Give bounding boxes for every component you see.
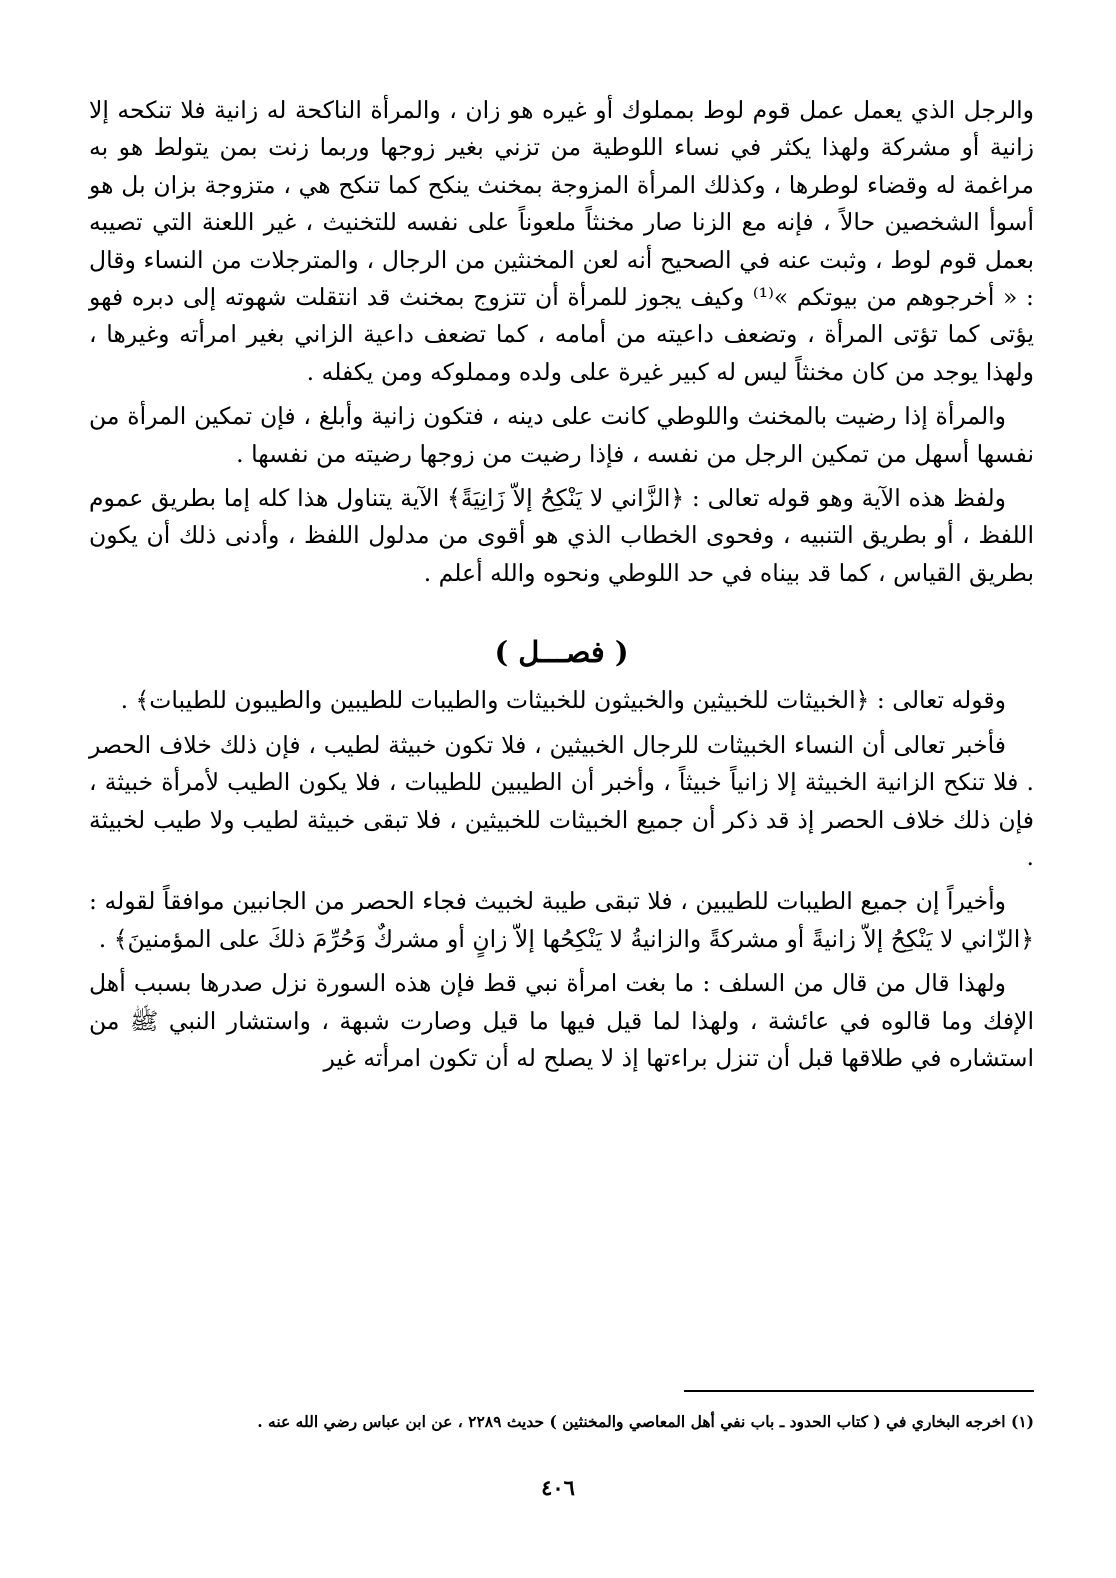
paragraph-4: وقوله تعالى : ﴿الخبيثات للخبيثين والخبيثون للخبيثات والطيبات للطيبين والطيبون للطيبات﴾ . xyxy=(120,686,1006,715)
paragraph-6: وأخيراً إن جميع الطيبات للطيبين ، فلا تبقى طيبة لخبيث فجاء الحصر من الجانبين موافقاً لقوله : ﴿الزّاني لا يَنْكِحُ إلاّ زانيةً أو مشركةً والزانيةُ لا يَنْكِحُها إلاّ زانٍ أو مشركٌ وَحُرِّمَ ذلكَ على المؤمنينَ﴾ . xyxy=(89,887,1034,953)
section-heading: ( فصـــل ) xyxy=(494,635,629,670)
footnote: (١) اخرجه البخاري في ( كتاب الحدود ـ باب نفي أهل المعاصي والمخنثين ) حديث ٢٢٨٩ ، عن ابن عباس رضي الله عنه . xyxy=(257,1412,1034,1431)
paragraph-3: ولفظ هذه الآية وهو قوله تعالى : ﴿الزَّاني لا يَنْكِحُ إلاّ زَانِيَةً﴾ الآية يتناول هذا كله إما بطريق عموم اللفظ ، أو بطريق التنبيه ، وفحوى الخطاب الذي هو أقوى من مدلول اللفظ ، وأدنى ذلك أن يكون بطريق القياس ، كما قد بيناه في حد اللوطي ونحوه والله أعلم . xyxy=(89,484,1034,587)
paragraph-5: فأخبر تعالى أن النساء الخبيثات للرجال الخبيثين ، فلا تكون خبيثة لطيب ، فإن ذلك خلاف الحصر . فلا تنكح الزانية الخبيثة إلا زانياً خبيثاً ، وأخبر أن الطيبين للطيبات ، فلا يكون الطيب لأمرأة خبيثة ، فإن ذلك خلاف الحصر إذ قد ذكر أن جميع الخبيثات للخبيثين ، فلا تبقى خبيثة لطيب ولا طيب لخبيثة . xyxy=(89,730,1034,871)
footnote-divider xyxy=(684,1390,1034,1392)
paragraph-1: والرجل الذي يعمل عمل قوم لوط بمملوك أو غيره هو زان ، والمرأة الناكحة له زانية فلا تنكحه إلا زانية أو مشركة ولهذا يكثر في نساء اللوطية من تزني بغير زوجها وربما زنت بمن يتولط هو به مراغمة له وقضاء لوطرها ، وكذلك المرأة المزوجة بمخنث ينكح كما تنكح هي ، متزوجة بزان بل هو أسوأ الشخصين حالاً ، فإنه مع الزنا صار مخنثاً ملعوناً على نفسه للتخنيث ، غير اللعنة التي تصيبه بعمل قوم لوط ، وثبت عنه في الصحيح أنه لعن المخنثين من الرجال ، والمترجلات من النساء وقال : « أخرجوهم من بيوتكم »⁽¹⁾ وكيف يجوز للمرأة أن تتزوج بمخنث قد انتقلت شهوته إلى دبره فهو يؤتى كما تؤتى المرأة ، وتضعف داعيته من أمامه ، كما تضعف داعية الزاني بغير امرأته وغيرها ، ولهذا يوجد من كان مخنثاً ليس له كبير غيرة على ولده ومملوكه ومن يكفله . xyxy=(89,96,1034,386)
page-number: ٤٠٦ xyxy=(541,1475,575,1500)
paragraph-7: ولهذا قال من قال من السلف : ما بغت امرأة نبي قط فإن هذه السورة نزل صدرها بسبب أهل الإفك وما قالوه في عائشة ، ولهذا لما قيل فيها ما قيل وصارت شبهة ، واستشار النبي ﷺ من استشاره في طلاقها قبل أن تنزل براءتها إذ لا يصلح له أن تكون امرأته غير xyxy=(89,969,1034,1072)
main-text xyxy=(89,92,1034,1077)
paragraph-2: والمرأة إذا رضيت بالمخنث واللوطي كانت على دينه ، فتكون زانية وأبلغ ، فإن تمكين المرأة من نفسها أسهل من تمكين الرجل من نفسه ، فإذا رضيت من زوجها رضيته من نفسها . xyxy=(89,402,1034,468)
